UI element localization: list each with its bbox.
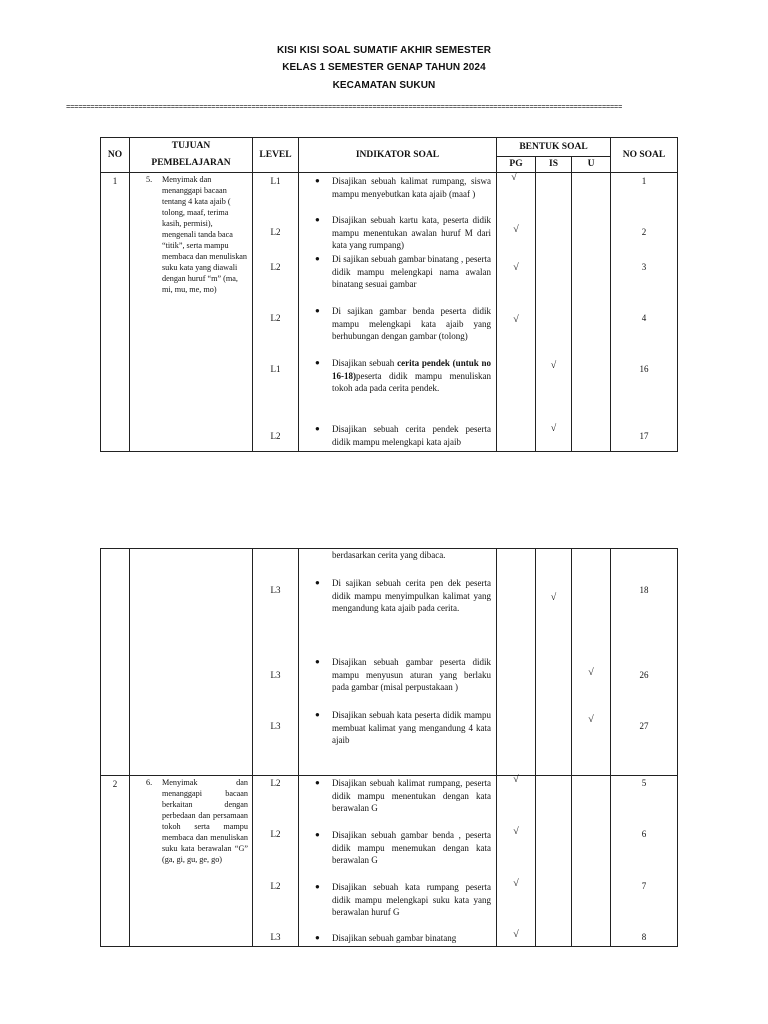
bullet-icon: ● [315, 657, 320, 666]
level-value: L2 [270, 227, 281, 237]
bullet-icon: ● [315, 358, 320, 367]
indikator-text: Disajikan sebuah kata rumpang peserta didik mampu melengkapi suku kata yang berawalan huruf G [332, 882, 491, 917]
bullet-icon: ● [315, 424, 320, 433]
check-mark: √ [588, 714, 594, 725]
level-value: L2 [270, 262, 281, 272]
no-soal-cell [611, 173, 678, 452]
indikator-text: Di sajikan gambar benda peserta didik mampu melengkapi kata ajaib yang berhubungan dengan gambar (tolong) [332, 306, 491, 341]
bullet-icon: ● [315, 306, 320, 315]
check-mark: √ [513, 262, 519, 273]
no-soal-cell [611, 549, 678, 776]
level-value: L3 [270, 721, 281, 731]
check-mark: √ [513, 826, 519, 837]
indikator-text: Disajikan sebuah kartu kata, peserta didik mampu menentukan awalan huruf M dari kata yang rumpang) [332, 215, 491, 250]
kisi-table-page-1 [100, 137, 678, 452]
tujuan-text: Menyimak dan menanggapi bacaan berkaitan dengan perbedaan dan persamaan tokoh serta mampu membaca dan menuliskan suku kata berawalan “G” (ga, gi, gu, ge, go) [162, 778, 248, 864]
col-header-is: IS [536, 156, 572, 172]
indikator-text: Disajikan sebuah gambar binatang [332, 933, 457, 943]
kisi-table-page-2 [100, 548, 678, 947]
indikator-text: Di sajikan sebuah cerita pen dek peserta didik mampu menyimpulkan kalimat yang mengandung kata ajaib pada cerita. [332, 578, 491, 613]
tujuan-number: 6. [146, 778, 153, 787]
level-value: L3 [270, 932, 281, 942]
no-soal-value: 4 [641, 313, 647, 323]
bullet-icon: ● [315, 830, 320, 839]
col-header-bentuk-soal: BENTUK SOAL [497, 138, 611, 157]
no-soal-value: 3 [641, 262, 647, 272]
document-location: KECAMATAN SUKUN [332, 80, 436, 91]
no-soal-value: 8 [641, 932, 647, 942]
level-cell [253, 549, 299, 776]
level-value: L1 [270, 176, 281, 186]
no-soal-value: 6 [641, 829, 647, 839]
u-cell [572, 549, 611, 776]
no-soal-value: 2 [641, 227, 647, 237]
indikator-cell [299, 173, 497, 452]
level-value: L1 [270, 364, 281, 374]
table-row [101, 549, 678, 776]
bullet-icon: ● [315, 215, 320, 224]
check-mark: √ [513, 929, 519, 940]
check-mark: √ [550, 423, 557, 434]
level-value: L3 [270, 585, 281, 595]
tujuan-pembelajaran-cell [130, 173, 253, 452]
indikator-text-part: peserta didik mampu menuliskan tokoh ada pada cerita pendek. [332, 370, 491, 393]
indikator-text: Di sajikan sebuah gambar binatang , peserta didik mampu melengkapi nama awalan binatang sesuai gambar [332, 254, 491, 289]
level-value: L3 [270, 670, 281, 680]
indikator-text [332, 357, 491, 395]
document-title: KISI KISI SOAL SUMATIF AKHIR SEMESTER [276, 45, 492, 56]
no-soal-cell [611, 776, 678, 947]
indikator-text: Disajikan sebuah gambar benda , peserta didik mampu menemukan dengan kata berawalan G [332, 830, 491, 865]
no-soal-value: 26 [639, 670, 649, 680]
document-subtitle: KELAS 1 SEMESTER GENAP TAHUN 2024 [282, 62, 486, 73]
u-cell [572, 173, 611, 452]
level-value: L2 [270, 881, 281, 891]
check-mark: √ [550, 360, 557, 371]
row-number: 1 [101, 173, 130, 452]
level-value: L2 [270, 313, 281, 323]
level-value: L2 [270, 778, 281, 788]
indikator-bold-text: cerita pendek (untuk no 16-18) [332, 358, 492, 381]
tujuan-text: Menyimak dan menanggapi bacaan tentang 4 kata ajaib ( tolong, maaf, terima kasih, permisi), mengenali tanda baca “titik”, serta mampu membaca dan menuliskan suku kata yang diawali dengan huruf “m” (ma, mi, mu, me, mo) [162, 175, 248, 294]
pg-cell [497, 549, 536, 776]
bullet-icon: ● [315, 882, 320, 891]
table-row [101, 776, 678, 947]
separator-line: ========================================================================================================================================== [66, 104, 622, 112]
pg-cell [497, 173, 536, 452]
is-cell [536, 776, 572, 947]
no-soal-value: 27 [639, 721, 649, 731]
indikator-text: Disajikan sebuah kalimat rumpang, siswa mampu menyebutkan kata ajaib (maaf ) [332, 176, 491, 199]
level-value: L2 [270, 829, 281, 839]
check-mark: √ [513, 878, 519, 889]
col-header-level: LEVEL [253, 138, 299, 173]
bullet-icon: ● [315, 710, 320, 719]
tujuan-pembelajaran-cell [130, 776, 253, 947]
is-cell [536, 173, 572, 452]
indikator-continuation: berdasarkan cerita yang dibaca. [332, 550, 446, 560]
col-header-tujuan-line2: PEMBELAJARAN [151, 158, 231, 168]
col-header-tujuan-line1: TUJUAN [171, 141, 211, 151]
check-mark: √ [513, 774, 519, 785]
check-mark: √ [511, 172, 517, 183]
indikator-text: Disajikan sebuah gambar peserta didik mampu menyusun aturan yang berlaku pada gambar (misal perpustakaan ) [332, 657, 491, 692]
col-header-no: NO [101, 138, 130, 173]
indikator-cell [299, 776, 497, 947]
bullet-icon: ● [315, 578, 320, 587]
check-mark: √ [513, 314, 519, 325]
bullet-icon: ● [315, 176, 320, 185]
level-value: L2 [270, 431, 281, 441]
no-soal-value: 5 [641, 778, 647, 788]
bullet-icon: ● [315, 778, 320, 787]
bullet-icon: ● [315, 254, 320, 263]
no-soal-value: 16 [639, 364, 649, 374]
check-mark: √ [513, 224, 519, 235]
col-header-no-soal: NO SOAL [611, 138, 678, 173]
col-header-u: U [572, 156, 611, 172]
pg-cell [497, 776, 536, 947]
level-cell [253, 776, 299, 947]
col-header-indikator: INDIKATOR SOAL [299, 138, 497, 173]
tujuan-number: 5. [146, 175, 153, 184]
table-row [101, 173, 678, 452]
check-mark: √ [550, 592, 557, 603]
indikator-text-part: Disajikan sebuah [332, 358, 398, 368]
tujuan-pembelajaran-cell [130, 549, 253, 776]
indikator-cell [299, 549, 497, 776]
indikator-text: Disajikan sebuah cerita pendek peserta didik mampu melengkapi kata ajaib [332, 424, 491, 447]
col-header-pg: PG [497, 156, 536, 172]
row-number: 2 [101, 776, 130, 947]
u-cell [572, 776, 611, 947]
row-number [101, 549, 130, 776]
indikator-text: Disajikan sebuah kata peserta didik mampu membuat kalimat yang mengandung 4 kata ajaib [332, 710, 491, 745]
col-header-tujuan [130, 138, 253, 173]
is-cell [536, 549, 572, 776]
level-cell [253, 173, 299, 452]
no-soal-value: 18 [639, 585, 649, 595]
bullet-icon: ● [315, 933, 320, 942]
no-soal-value: 7 [641, 881, 647, 891]
check-mark: √ [588, 667, 594, 678]
no-soal-value: 17 [639, 431, 649, 441]
indikator-text: Disajikan sebuah kalimat rumpang, peserta didik mampu menentukan dengan kata berawalan G [332, 778, 491, 813]
no-soal-value: 1 [641, 176, 647, 186]
